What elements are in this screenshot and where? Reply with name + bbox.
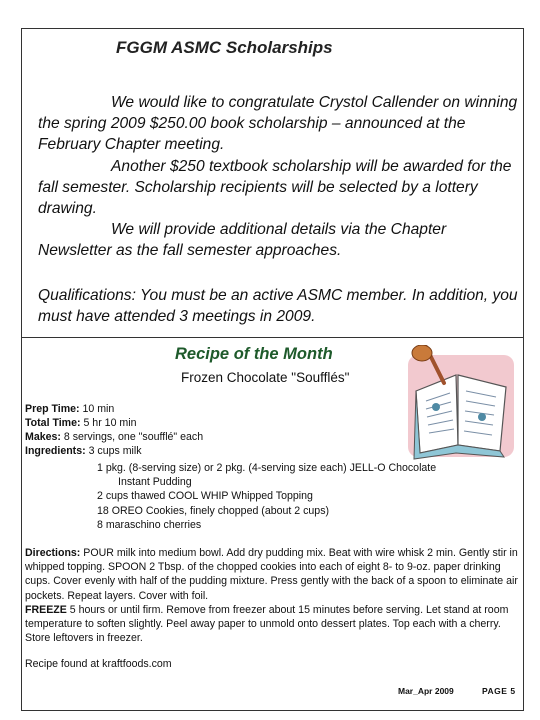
prep-time-value: 10 min	[79, 403, 115, 415]
ingredient-milk: 3 cups milk	[85, 445, 142, 457]
ingredient-oreo: 18 OREO Cookies, finely chopped (about 2 cups)	[97, 505, 330, 517]
ingredient-pudding: 1 pkg. (8-serving size) or 2 pkg. (4-serving size each) JELL-O Chocolate	[97, 462, 437, 474]
ingredient-cherries: 8 maraschino cherries	[97, 519, 202, 531]
scholarship-body	[38, 92, 520, 262]
prep-time-label: Prep Time:	[25, 403, 80, 415]
ingredient-cool-whip: 2 cups thawed COOL WHIP Whipped Topping	[97, 490, 313, 502]
spoon-bowl	[412, 345, 432, 361]
scholarship-paragraph-3: We will provide additional details via the Chapter Newsletter as the fall semester approaches.	[38, 221, 447, 260]
total-time-value: 5 hr 10 min	[80, 417, 137, 429]
recipe-heading: Recipe of the Month	[175, 345, 333, 363]
total-time-label: Total Time:	[25, 417, 81, 429]
footer-page-number: PAGE 5	[482, 686, 516, 696]
book-decoration-dot	[478, 413, 486, 421]
total-time-line	[25, 416, 136, 430]
makes-line	[25, 430, 203, 444]
scholarship-title: FGGM ASMC Scholarships	[116, 38, 333, 57]
recipe-source: Recipe found at kraftfoods.com	[25, 658, 172, 671]
recipe-name: Frozen Chocolate "Soufflés"	[181, 370, 350, 385]
recipe-book-illustration	[396, 345, 520, 463]
makes-value: 8 servings, one "soufflé" each	[60, 431, 204, 443]
ingredient-pudding-cont: Instant Pudding	[118, 476, 192, 488]
makes-label: Makes:	[25, 431, 61, 443]
freeze-label: FREEZE	[25, 603, 67, 616]
directions-text: POUR milk into medium bowl. Add dry pudding mix. Beat with wire whisk 2 min. Gently stir in whipped topping. SPOON 2 Tbsp. of the chopped cookies into each of eight 8- to 9-oz. paper drinking cups. Cover evenly with half of the pudding mixture. Press gently with the back of a spoon to eliminate air pockets. Repeat layers. Cover with foil.	[25, 547, 518, 602]
ingredients-label: Ingredients:	[25, 445, 86, 457]
directions-paragraph	[25, 546, 522, 603]
directions-block	[25, 546, 522, 672]
freeze-paragraph	[25, 603, 522, 646]
scholarship-paragraph-2: Another $250 textbook scholarship will be awarded for the fall semester. Scholarship recipients will be selected by a lottery drawing.	[38, 157, 512, 218]
prep-time-line	[25, 402, 114, 416]
freeze-text: 5 hours or until firm. Remove from freezer about 15 minutes before serving. Let stand at room temperature to soften slightly. Peel away paper to unmold onto dessert plates. Top each with a cherry. Store leftovers in freezer.	[25, 603, 509, 645]
footer-date: Mar_Apr 2009	[398, 686, 454, 696]
scholarship-paragraph-1: We would like to congratulate Crystol Callender on winning the spring 2009 $250.00 book scholarship – announced at the February Chapter meeting.	[38, 94, 518, 154]
qualifications-text: Qualifications: You must be an active ASMC member. In addition, you must have attended 3 meetings in 2009.	[38, 287, 518, 326]
book-decoration-dot	[432, 403, 440, 411]
directions-label: Directions:	[25, 547, 81, 559]
ingredients-line	[25, 444, 142, 458]
